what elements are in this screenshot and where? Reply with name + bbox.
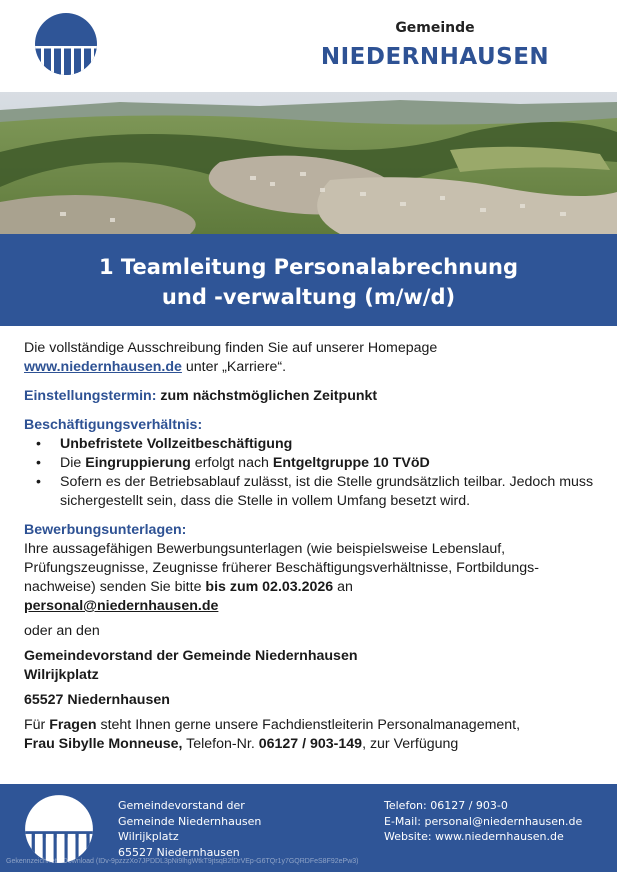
footer-email[interactable]: E-Mail: personal@niedernhausen.de xyxy=(384,814,583,828)
footer-contact xyxy=(384,798,582,845)
contact-text: Telefon-Nr. xyxy=(182,736,259,752)
contact-emphasis: Fragen xyxy=(49,717,97,733)
or-text: oder an den xyxy=(24,623,100,639)
application-heading: Bewerbungsunterlagen: xyxy=(24,522,187,538)
homepage-link[interactable]: www.niedernhausen.de xyxy=(24,359,182,375)
header-label: Gemeinde xyxy=(395,20,475,36)
application-deadline: bis zum 02.03.2026 xyxy=(205,579,334,595)
list-item: • Sofern es der Betriebsablauf zulässt, ist die Stelle grundsätzlich teilbar. Jedoch muss sichergestellt sein, dass die Stelle in vollem Umfang besetzt wird. xyxy=(36,474,594,509)
contact-text: Für xyxy=(24,717,50,733)
bullet-text: Sofern es der Betriebsablauf zulässt, ist die Stelle grundsätzlich teilbar. Jedoch muss sichergestellt sein, dass die Stelle in vollem Umfang besetzt wird. xyxy=(60,474,594,509)
footer-line: 65527 Niedernhausen xyxy=(118,845,240,859)
application-text: Ihre aussagefähigen Bewerbungsunterlagen (wie beispielsweise Lebenslauf, Prüfungszeugnisse, Zeugnisse früherer Beschäftigungsverhältnisse, Fortbildungs-nachweise) senden Sie bitte xyxy=(24,541,539,595)
intro-paragraph xyxy=(24,339,596,377)
footer-line: Gemeindevorstand der xyxy=(118,799,245,812)
pay-grade: Entgeltgruppe 10 TVöD xyxy=(272,455,430,471)
intro-suffix: unter „Karriere“. xyxy=(181,359,287,375)
bullet-text: erfolgt nach xyxy=(190,455,273,471)
footer-address xyxy=(118,798,261,860)
contact-text: , zur Verfügung xyxy=(362,736,459,752)
municipal-logo-icon xyxy=(24,794,94,864)
contact-paragraph xyxy=(24,716,596,754)
download-watermark: Gekennzeichnet - Download (IDv-9pzzzXo7JPDDL3pNi9lhgWtkT9jtsqB2fDrVEp-G6TQr1y7GQRDFeS8F92ePw3) xyxy=(6,858,359,865)
contact-phone: 06127 / 903-149 xyxy=(258,736,363,752)
job-title-line1: 1 Teamleitung Personalabrechnung xyxy=(99,255,518,279)
header xyxy=(0,0,617,92)
aerial-town-photo xyxy=(0,92,617,234)
job-title xyxy=(0,252,617,312)
job-description xyxy=(24,339,596,754)
footer-line: Wilrijkplatz xyxy=(118,830,179,843)
application-paragraph xyxy=(24,540,596,616)
municipal-logo-icon xyxy=(34,12,98,76)
start-date-value: zum nächstmöglichen Zeitpunkt xyxy=(156,388,378,404)
employment-list xyxy=(24,435,596,511)
footer-phone: Telefon: 06127 / 903-0 xyxy=(384,799,508,812)
bullet-text: Unbefristete Vollzeitbeschäftigung xyxy=(60,436,293,452)
bullet-text: Die xyxy=(60,455,86,471)
footer-website[interactable]: Website: www.niedernhausen.de xyxy=(384,830,564,843)
start-date-label: Einstellungstermin: xyxy=(24,388,157,404)
contact-person: Frau Sibylle Monneuse, xyxy=(24,736,183,752)
email-link[interactable]: personal@niedernhausen.de xyxy=(24,598,219,614)
list-item: • Unbefristete Vollzeitbeschäftigung xyxy=(36,436,293,452)
start-date xyxy=(24,387,596,406)
address-block xyxy=(24,647,596,685)
contact-text: steht Ihnen gerne unsere Fachdienstleiterin Personalmanagement, xyxy=(96,717,521,733)
address-zip: 65527 Niedernhausen xyxy=(24,692,170,708)
address-line: Wilrijkplatz xyxy=(24,667,99,683)
intro-text: Die vollständige Ausschreibung finden Sie auf unserer Homepage xyxy=(24,340,438,356)
address-line: Gemeindevorstand der Gemeinde Niedernhausen xyxy=(24,648,358,664)
town-name: NIEDERNHAUSEN xyxy=(320,44,550,70)
application-text-end: an xyxy=(333,579,353,595)
job-title-line2: und -verwaltung (m/w/d) xyxy=(161,285,456,309)
employment-heading: Beschäftigungsverhältnis: xyxy=(24,417,203,433)
list-item: • Die Eingruppierung erfolgt nach Entgeltgruppe 10 TVöD xyxy=(36,455,430,471)
footer-line: Gemeinde Niedernhausen xyxy=(118,814,262,828)
bullet-emphasis: Eingruppierung xyxy=(85,455,191,471)
